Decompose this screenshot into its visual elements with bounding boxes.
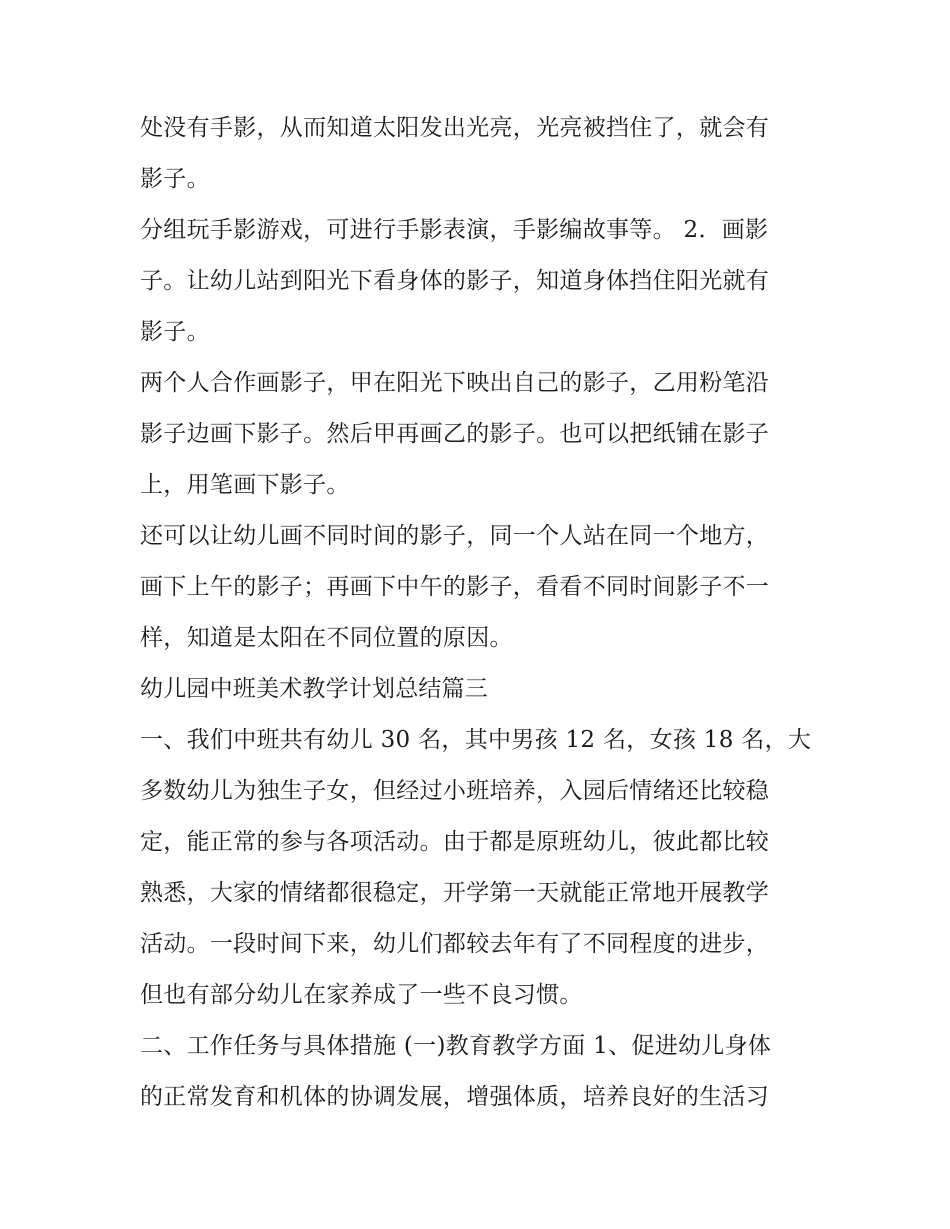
- text-line: 一、我们中班共有幼儿 30 名，其中男孩 12 名，女孩 18 名，大: [140, 727, 812, 753]
- text-line: 的正常发育和机体的协调发展，增强体质，培养良好的生活习: [140, 1084, 770, 1110]
- text-line: 定，能正常的参与各项活动。由于都是原班幼儿，彼此都比较: [140, 829, 770, 855]
- text-line: 但也有部分幼儿在家养成了一些不良习惯。: [140, 982, 583, 1008]
- text-line: 样，知道是太阳在不同位置的原因。: [140, 625, 513, 651]
- text-line: 活动。一段时间下来，幼儿们都较去年有了不同程度的进步，: [140, 931, 770, 957]
- text-line: 分组玩手影游戏，可进行手影表演，手影编故事等。 2．画影: [140, 217, 769, 243]
- text-line: 子。让幼儿站到阳光下看身体的影子，知道身体挡住阳光就有: [140, 268, 770, 294]
- text-line: 影子。: [140, 319, 210, 345]
- text-line: 上，用笔画下影子。: [140, 472, 350, 498]
- paragraph-class-overview: [140, 715, 820, 1021]
- paragraph-work-tasks: [140, 1021, 820, 1123]
- text-line: 还可以让幼儿画不同时间的影子，同一个人站在同一个地方，: [140, 523, 770, 549]
- text-line: 两个人合作画影子，甲在阳光下映出自己的影子，乙用粉笔沿: [140, 370, 770, 396]
- text-line: 画下上午的影子；再画下中午的影子，看看不同时间影子不一: [140, 574, 770, 600]
- text-line: 二、工作任务与具体措施 (一)教育教学方面 1、促进幼儿身体: [140, 1033, 772, 1059]
- paragraph-hand-shadow-conclusion: [140, 103, 820, 205]
- paragraph-draw-shadow-time: [140, 511, 820, 664]
- section-title: 幼儿园中班美术教学计划总结篇三: [140, 676, 488, 702]
- document-body: [140, 103, 820, 1123]
- text-line: 影子边画下影子。然后甲再画乙的影子。也可以把纸铺在影子: [140, 421, 770, 447]
- paragraph-draw-shadow-pair: [140, 358, 820, 511]
- text-line: 影子。: [140, 166, 210, 192]
- text-line: 熟悉，大家的情绪都很稳定，开学第一天就能正常地开展教学: [140, 880, 770, 906]
- paragraph-hand-shadow-game: [140, 205, 820, 358]
- text-line: 多数幼儿为独生子女，但经过小班培养，入园后情绪还比较稳: [140, 778, 770, 804]
- text-line: 处没有手影，从而知道太阳发出光亮，光亮被挡住了，就会有: [140, 115, 770, 141]
- section-heading: [140, 664, 820, 715]
